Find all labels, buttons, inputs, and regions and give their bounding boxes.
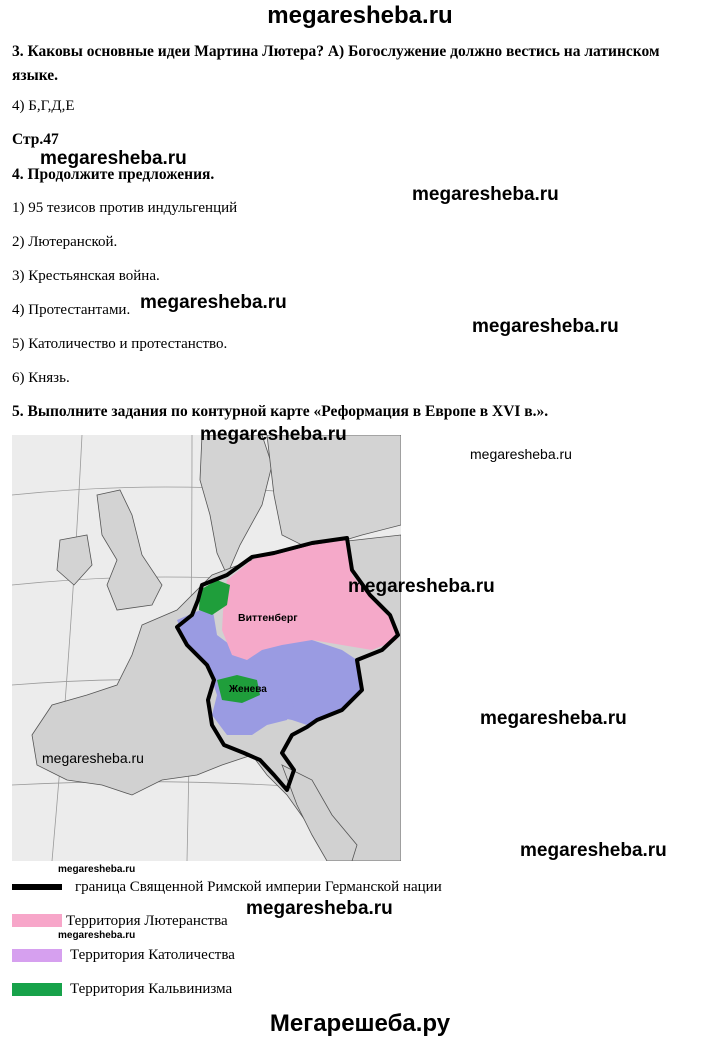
question-5: 5. Выполните задания по контурной карте «Реформация в Европе в XVI в.».: [12, 403, 549, 420]
watermark: megaresheba.ru: [412, 184, 559, 205]
watermark: megaresheba.ru: [42, 750, 144, 766]
legend-label-border: граница Священной Римской империи Германской нации: [75, 879, 442, 895]
city-geneva: Женева: [229, 684, 267, 695]
watermark: megaresheba.ru: [58, 864, 136, 875]
page-reference: Стр.47: [12, 131, 59, 148]
watermark: megaresheba.ru: [40, 148, 187, 169]
answer-4-2: 2) Лютеранской.: [12, 234, 118, 250]
watermark: megaresheba.ru: [58, 930, 136, 941]
question-3: [12, 40, 712, 88]
watermark: megaresheba.ru: [348, 576, 495, 597]
watermark: megaresheba.ru: [480, 708, 627, 729]
legend-label-catholic: Территория Католичества: [70, 947, 235, 963]
legend-swatch-calvinist: [12, 983, 62, 996]
answer-4-6: 6) Князь.: [12, 370, 70, 386]
question-3-line1: 3. Каковы основные идеи Мартина Лютера? А) Богослужение должно вестись на латинском: [12, 43, 660, 60]
legend-label-lutheran: Территория Лютеранства: [66, 913, 228, 929]
answer-4-4: 4) Протестантами.: [12, 302, 131, 318]
watermark: megaresheba.ru: [140, 292, 287, 313]
watermark: megaresheba.ru: [470, 446, 572, 462]
watermark: megaresheba.ru: [200, 424, 347, 445]
answer-3: 4) Б,Г,Д,Е: [12, 98, 75, 114]
answer-4-3: 3) Крестьянская война.: [12, 268, 160, 284]
site-footer: Мегарешеба.ру: [269, 1010, 451, 1037]
legend-swatch-lutheran: [12, 914, 62, 927]
site-header: megaresheba.ru: [267, 2, 453, 29]
question-3-line2: языке.: [12, 67, 59, 84]
legend-label-calvinist: Территория Кальвинизма: [70, 981, 233, 997]
legend-swatch-catholic: [12, 949, 62, 962]
watermark: megaresheba.ru: [246, 898, 393, 919]
watermark: megaresheba.ru: [472, 316, 619, 337]
city-wittenberg: Виттенберг: [238, 612, 298, 624]
watermark: megaresheba.ru: [520, 840, 667, 861]
answer-4-1: 1) 95 тезисов против индульгенций: [12, 200, 238, 216]
question-4: 4. Продолжите предложения.: [12, 166, 215, 183]
answer-4-5: 5) Католичество и протестанство.: [12, 336, 228, 352]
contour-map: [12, 435, 401, 861]
map-svg: [12, 435, 401, 861]
legend-swatch-border: [12, 884, 62, 890]
